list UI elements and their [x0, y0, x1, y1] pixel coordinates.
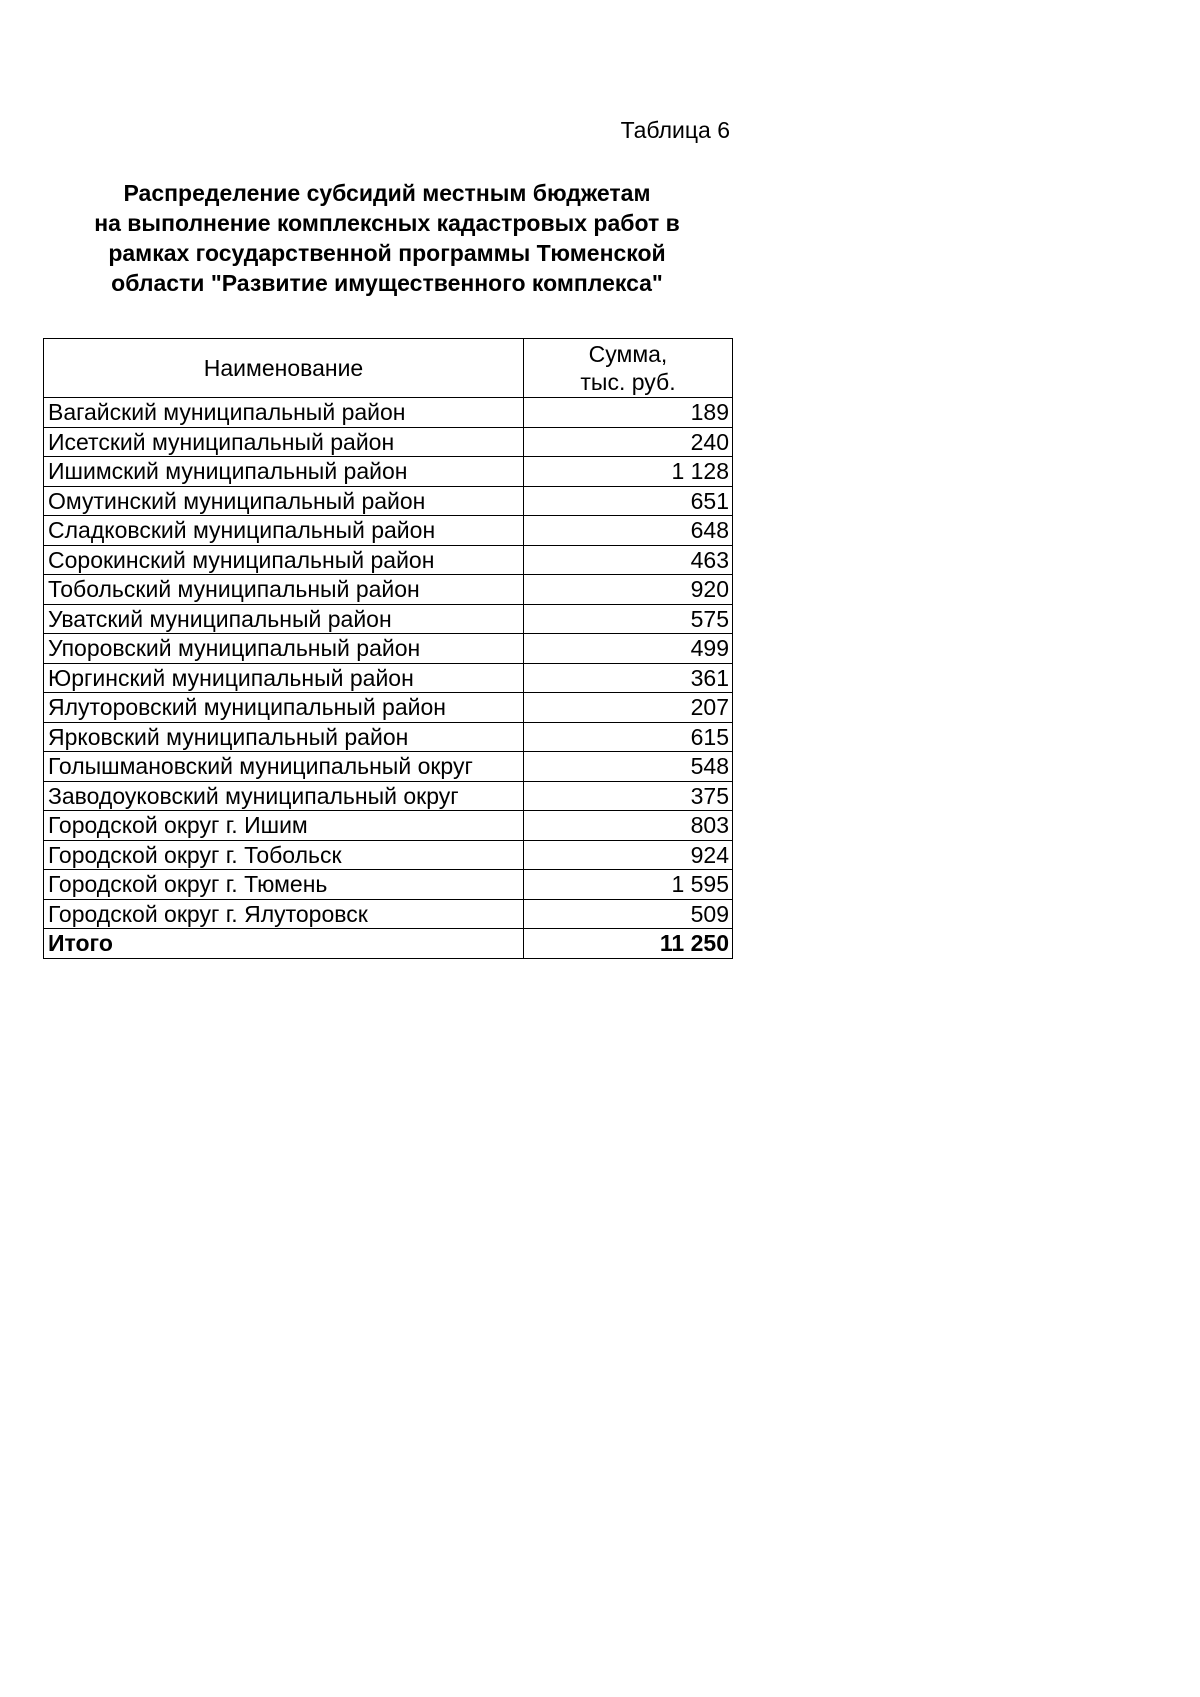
table-row [44, 899, 733, 929]
row-sum: 920 [524, 575, 733, 605]
row-name: Исетский муниципальный район [44, 427, 524, 457]
row-sum: 463 [524, 545, 733, 575]
row-sum: 207 [524, 693, 733, 723]
table-row [44, 545, 733, 575]
table-row [44, 870, 733, 900]
table-row [44, 693, 733, 723]
table-row [44, 781, 733, 811]
row-name: Городской округ г. Ишим [44, 811, 524, 841]
table-header-row [44, 339, 733, 398]
table-row [44, 427, 733, 457]
row-sum: 648 [524, 516, 733, 546]
title-line: области "Развитие имущественного комплекса" [111, 270, 663, 296]
row-sum: 651 [524, 486, 733, 516]
row-name: Заводоуковский муниципальный округ [44, 781, 524, 811]
row-name: Голышмановский муниципальный округ [44, 752, 524, 782]
row-name: Ялуторовский муниципальный район [44, 693, 524, 723]
table-row [44, 398, 733, 428]
row-name: Упоровский муниципальный район [44, 634, 524, 664]
row-sum: 1 595 [524, 870, 733, 900]
row-name: Городской округ г. Ялуторовск [44, 899, 524, 929]
row-sum: 499 [524, 634, 733, 664]
header-sum-line: Сумма, [588, 341, 668, 367]
title-line: рамках государственной программы Тюменской [108, 240, 666, 266]
row-name: Городской округ г. Тюмень [44, 870, 524, 900]
row-sum: 509 [524, 899, 733, 929]
table-row [44, 811, 733, 841]
row-sum: 240 [524, 427, 733, 457]
row-name: Сладковский муниципальный район [44, 516, 524, 546]
header-sum-line: тыс. руб. [580, 369, 676, 395]
header-name: Наименование [44, 339, 524, 398]
table-row [44, 634, 733, 664]
row-name: Сорокинский муниципальный район [44, 545, 524, 575]
row-name: Уватский муниципальный район [44, 604, 524, 634]
row-sum: 924 [524, 840, 733, 870]
row-sum: 375 [524, 781, 733, 811]
table-number: Таблица 6 [620, 117, 730, 143]
row-sum: 803 [524, 811, 733, 841]
title-line: на выполнение комплексных кадастровых работ в [94, 210, 680, 236]
table-row [44, 516, 733, 546]
total-sum: 11 250 [524, 929, 733, 959]
row-name: Городской округ г. Тобольск [44, 840, 524, 870]
total-label: Итого [44, 929, 524, 959]
row-sum: 189 [524, 398, 733, 428]
row-name: Омутинский муниципальный район [44, 486, 524, 516]
row-sum: 1 128 [524, 457, 733, 487]
table-row [44, 840, 733, 870]
title-line: Распределение субсидий местным бюджетам [123, 180, 651, 206]
table-row [44, 752, 733, 782]
header-sum [524, 339, 733, 398]
row-sum: 548 [524, 752, 733, 782]
subsidy-table [43, 338, 733, 959]
row-sum: 615 [524, 722, 733, 752]
row-sum: 575 [524, 604, 733, 634]
table-row [44, 486, 733, 516]
table-row [44, 722, 733, 752]
document-title [44, 178, 730, 298]
row-name: Ярковский муниципальный район [44, 722, 524, 752]
row-name: Ишимский муниципальный район [44, 457, 524, 487]
row-sum: 361 [524, 663, 733, 693]
total-row [44, 929, 733, 959]
row-name: Юргинский муниципальный район [44, 663, 524, 693]
table-row [44, 604, 733, 634]
table-row [44, 663, 733, 693]
table-row [44, 575, 733, 605]
table-row [44, 457, 733, 487]
row-name: Тобольский муниципальный район [44, 575, 524, 605]
row-name: Вагайский муниципальный район [44, 398, 524, 428]
